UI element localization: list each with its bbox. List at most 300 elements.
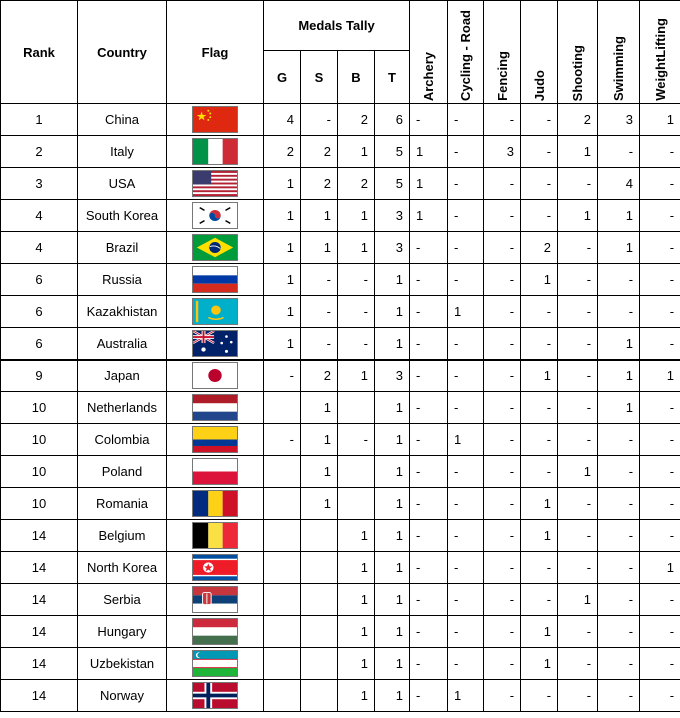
weightlifting-cell: - — [640, 520, 680, 552]
cycling-road-cell: - — [448, 488, 484, 520]
swimming-cell: 4 — [598, 168, 640, 200]
swimming-cell: - — [598, 488, 640, 520]
archery-header: Archery — [410, 1, 448, 104]
archery-cell: - — [410, 392, 448, 424]
cycling-road-cell: - — [448, 136, 484, 168]
table-row — [1, 232, 680, 264]
rank-cell: 10 — [1, 392, 78, 424]
shooting-cell: - — [558, 552, 598, 584]
table-row — [1, 424, 680, 456]
total-cell: 1 — [375, 520, 410, 552]
total-cell: 1 — [375, 584, 410, 616]
bronze-cell: 1 — [338, 520, 375, 552]
bronze-cell: 2 — [338, 104, 375, 136]
silver-cell: 2 — [301, 360, 338, 392]
judo-cell: - — [521, 392, 558, 424]
gold-cell — [264, 552, 301, 584]
shooting-cell: - — [558, 392, 598, 424]
fencing-cell: - — [484, 296, 521, 328]
flag-cell — [167, 424, 264, 456]
total-cell: 3 — [375, 232, 410, 264]
total-cell: 1 — [375, 456, 410, 488]
weightlifting-cell: - — [640, 392, 680, 424]
country-cell: South Korea — [78, 200, 167, 232]
archery-cell: - — [410, 328, 448, 360]
flag-header: Flag — [167, 1, 264, 104]
total-cell: 3 — [375, 200, 410, 232]
table-row — [1, 168, 680, 200]
rank-cell: 6 — [1, 264, 78, 296]
judo-cell: - — [521, 456, 558, 488]
cycling-road-cell: - — [448, 360, 484, 392]
cycling-road-cell: - — [448, 328, 484, 360]
total-cell: 1 — [375, 328, 410, 360]
flag-cell — [167, 648, 264, 680]
swimming-cell: - — [598, 616, 640, 648]
bronze-cell: 1 — [338, 360, 375, 392]
fencing-cell: - — [484, 264, 521, 296]
flag-cell — [167, 680, 264, 712]
country-cell: Hungary — [78, 616, 167, 648]
cycling-road-cell: - — [448, 648, 484, 680]
total-cell: 5 — [375, 136, 410, 168]
silver-cell: - — [301, 328, 338, 360]
flag-cell — [167, 616, 264, 648]
cycling-road-cell: - — [448, 456, 484, 488]
swimming-cell: - — [598, 584, 640, 616]
judo-cell: 1 — [521, 264, 558, 296]
fencing-cell: - — [484, 584, 521, 616]
archery-cell: - — [410, 424, 448, 456]
bronze-header: B — [338, 51, 375, 104]
bronze-cell: 1 — [338, 552, 375, 584]
shooting-cell: 1 — [558, 584, 598, 616]
cycling-road-cell: 1 — [448, 296, 484, 328]
table-row — [1, 104, 680, 136]
rank-header: Rank — [1, 1, 78, 104]
table-row — [1, 520, 680, 552]
judo-cell: - — [521, 328, 558, 360]
gold-cell: 1 — [264, 264, 301, 296]
archery-cell: 1 — [410, 136, 448, 168]
cycling-road-cell: - — [448, 552, 484, 584]
fencing-cell: - — [484, 360, 521, 392]
weightlifting-cell: - — [640, 616, 680, 648]
cycling-road-cell: - — [448, 264, 484, 296]
rank-cell: 3 — [1, 168, 78, 200]
gold-cell — [264, 680, 301, 712]
judo-cell: 1 — [521, 616, 558, 648]
silver-cell — [301, 616, 338, 648]
rank-cell: 1 — [1, 104, 78, 136]
table-row — [1, 456, 680, 488]
shooting-cell: - — [558, 616, 598, 648]
silver-cell: 1 — [301, 456, 338, 488]
total-cell: 1 — [375, 296, 410, 328]
cycling-road-cell: 1 — [448, 424, 484, 456]
country-cell: Serbia — [78, 584, 167, 616]
netherlands-flag — [192, 394, 238, 421]
norway-flag — [192, 682, 238, 709]
archery-cell: - — [410, 296, 448, 328]
country-cell: Australia — [78, 328, 167, 360]
flag-cell — [167, 200, 264, 232]
poland-flag — [192, 458, 238, 485]
fencing-cell: - — [484, 392, 521, 424]
archery-cell: - — [410, 584, 448, 616]
country-cell: Romania — [78, 488, 167, 520]
swimming-cell: - — [598, 136, 640, 168]
fencing-cell: - — [484, 616, 521, 648]
gold-header: G — [264, 51, 301, 104]
archery-cell: - — [410, 520, 448, 552]
table-row — [1, 392, 680, 424]
rank-cell: 14 — [1, 584, 78, 616]
fencing-cell: - — [484, 232, 521, 264]
shooting-cell: - — [558, 648, 598, 680]
table-row — [1, 360, 680, 392]
judo-header: Judo — [521, 1, 558, 104]
swimming-cell: - — [598, 424, 640, 456]
flag-cell — [167, 456, 264, 488]
flag-cell — [167, 104, 264, 136]
country-cell: Uzbekistan — [78, 648, 167, 680]
fencing-cell: - — [484, 104, 521, 136]
romania-flag — [192, 490, 238, 517]
rank-cell: 4 — [1, 200, 78, 232]
silver-cell: - — [301, 104, 338, 136]
silver-cell: 1 — [301, 392, 338, 424]
shooting-cell: 1 — [558, 456, 598, 488]
flag-cell — [167, 584, 264, 616]
bronze-cell: 2 — [338, 168, 375, 200]
judo-cell: 1 — [521, 520, 558, 552]
bronze-cell: 1 — [338, 200, 375, 232]
rank-cell: 10 — [1, 488, 78, 520]
weightlifting-cell: - — [640, 328, 680, 360]
weightlifting-cell: 1 — [640, 104, 680, 136]
weightlifting-cell: 1 — [640, 552, 680, 584]
flag-cell — [167, 488, 264, 520]
cycling-road-header: Cycling - Road — [448, 1, 484, 104]
rank-cell: 14 — [1, 680, 78, 712]
total-cell: 1 — [375, 616, 410, 648]
weightlifting-cell: - — [640, 296, 680, 328]
shooting-cell: 1 — [558, 136, 598, 168]
silver-cell — [301, 680, 338, 712]
silver-cell — [301, 552, 338, 584]
bronze-cell — [338, 392, 375, 424]
total-cell: 1 — [375, 392, 410, 424]
swimming-cell: 1 — [598, 328, 640, 360]
flag-cell — [167, 552, 264, 584]
china-flag — [192, 106, 238, 133]
judo-cell: 2 — [521, 232, 558, 264]
judo-cell: - — [521, 680, 558, 712]
south-korea-flag — [192, 202, 238, 229]
cycling-road-cell: - — [448, 200, 484, 232]
archery-cell: - — [410, 360, 448, 392]
rank-cell: 4 — [1, 232, 78, 264]
weightlifting-cell: 1 — [640, 360, 680, 392]
silver-cell: 2 — [301, 136, 338, 168]
judo-cell: - — [521, 296, 558, 328]
total-header: T — [375, 51, 410, 104]
gold-cell — [264, 488, 301, 520]
bronze-cell: 1 — [338, 616, 375, 648]
gold-cell: 2 — [264, 136, 301, 168]
rank-cell: 6 — [1, 328, 78, 360]
rank-cell: 14 — [1, 520, 78, 552]
weightlifting-cell: - — [640, 200, 680, 232]
total-cell: 3 — [375, 360, 410, 392]
italy-flag — [192, 138, 238, 165]
table-row — [1, 296, 680, 328]
cycling-road-cell: - — [448, 584, 484, 616]
judo-cell: 1 — [521, 360, 558, 392]
total-cell: 1 — [375, 648, 410, 680]
country-cell: China — [78, 104, 167, 136]
fencing-cell: - — [484, 520, 521, 552]
swimming-cell: 1 — [598, 232, 640, 264]
shooting-cell: - — [558, 328, 598, 360]
bronze-cell: - — [338, 328, 375, 360]
country-cell: Brazil — [78, 232, 167, 264]
bronze-cell: 1 — [338, 136, 375, 168]
colombia-flag — [192, 426, 238, 453]
fencing-header: Fencing — [484, 1, 521, 104]
total-cell: 1 — [375, 488, 410, 520]
judo-cell: 1 — [521, 488, 558, 520]
gold-cell — [264, 648, 301, 680]
swimming-cell: - — [598, 296, 640, 328]
bronze-cell — [338, 456, 375, 488]
weightlifting-cell: - — [640, 648, 680, 680]
medals-tally-header: Medals Tally — [264, 1, 410, 51]
shooting-cell: - — [558, 264, 598, 296]
country-cell: Poland — [78, 456, 167, 488]
swimming-cell: - — [598, 552, 640, 584]
flag-cell — [167, 296, 264, 328]
fencing-cell: - — [484, 200, 521, 232]
judo-cell: - — [521, 584, 558, 616]
country-cell: Russia — [78, 264, 167, 296]
weightlifting-cell: - — [640, 424, 680, 456]
judo-cell: - — [521, 136, 558, 168]
table-row — [1, 616, 680, 648]
weightlifting-cell: - — [640, 264, 680, 296]
bronze-cell — [338, 488, 375, 520]
silver-cell — [301, 648, 338, 680]
judo-cell: - — [521, 168, 558, 200]
silver-cell — [301, 520, 338, 552]
flag-cell — [167, 328, 264, 360]
bronze-cell: 1 — [338, 584, 375, 616]
flag-cell — [167, 168, 264, 200]
table-row — [1, 648, 680, 680]
cycling-road-cell: - — [448, 616, 484, 648]
russia-flag — [192, 266, 238, 293]
silver-header: S — [301, 51, 338, 104]
shooting-cell: - — [558, 488, 598, 520]
weightlifting-cell: - — [640, 456, 680, 488]
rank-cell: 2 — [1, 136, 78, 168]
bronze-cell: - — [338, 424, 375, 456]
bronze-cell: - — [338, 264, 375, 296]
flag-cell — [167, 136, 264, 168]
japan-flag — [192, 362, 238, 389]
flag-cell — [167, 232, 264, 264]
table-row — [1, 200, 680, 232]
table-row — [1, 584, 680, 616]
swimming-cell: - — [598, 520, 640, 552]
silver-cell: 2 — [301, 168, 338, 200]
silver-cell — [301, 584, 338, 616]
fencing-cell: - — [484, 648, 521, 680]
silver-cell: 1 — [301, 488, 338, 520]
silver-cell: 1 — [301, 232, 338, 264]
fencing-cell: - — [484, 456, 521, 488]
judo-cell: - — [521, 424, 558, 456]
cycling-road-cell: - — [448, 520, 484, 552]
belgium-flag — [192, 522, 238, 549]
country-cell: Japan — [78, 360, 167, 392]
archery-cell: 1 — [410, 200, 448, 232]
gold-cell: 1 — [264, 328, 301, 360]
archery-cell: - — [410, 648, 448, 680]
country-cell: Colombia — [78, 424, 167, 456]
australia-flag — [192, 330, 238, 357]
rank-cell: 6 — [1, 296, 78, 328]
judo-cell: - — [521, 104, 558, 136]
archery-cell: - — [410, 456, 448, 488]
gold-cell: - — [264, 424, 301, 456]
weightlifting-cell: - — [640, 680, 680, 712]
swimming-cell: 1 — [598, 200, 640, 232]
shooting-header: Shooting — [558, 1, 598, 104]
table-row — [1, 136, 680, 168]
cycling-road-cell: - — [448, 232, 484, 264]
archery-cell: - — [410, 104, 448, 136]
total-cell: 1 — [375, 264, 410, 296]
gold-cell: 1 — [264, 296, 301, 328]
rank-cell: 9 — [1, 360, 78, 392]
brazil-flag — [192, 234, 238, 261]
cycling-road-cell: - — [448, 168, 484, 200]
archery-cell: - — [410, 680, 448, 712]
rank-cell: 14 — [1, 648, 78, 680]
total-cell: 1 — [375, 680, 410, 712]
cycling-road-cell: - — [448, 104, 484, 136]
gold-cell: 1 — [264, 232, 301, 264]
usa-flag — [192, 170, 238, 197]
gold-cell: 1 — [264, 200, 301, 232]
swimming-cell: - — [598, 680, 640, 712]
judo-cell: - — [521, 552, 558, 584]
swimming-header: Swimming — [598, 1, 640, 104]
archery-cell: - — [410, 488, 448, 520]
weightlifting-cell: - — [640, 584, 680, 616]
north-korea-flag — [192, 554, 238, 581]
weightlifting-header: WeightLifting — [640, 1, 680, 104]
swimming-cell: 3 — [598, 104, 640, 136]
table-row — [1, 264, 680, 296]
rank-cell: 10 — [1, 424, 78, 456]
swimming-cell: - — [598, 648, 640, 680]
shooting-cell: 2 — [558, 104, 598, 136]
gold-cell — [264, 616, 301, 648]
uzbekistan-flag — [192, 650, 238, 677]
swimming-cell: - — [598, 264, 640, 296]
country-cell: Kazakhistan — [78, 296, 167, 328]
total-cell: 5 — [375, 168, 410, 200]
gold-cell — [264, 392, 301, 424]
flag-cell — [167, 360, 264, 392]
fencing-cell: - — [484, 552, 521, 584]
swimming-cell: - — [598, 456, 640, 488]
gold-cell: 1 — [264, 168, 301, 200]
shooting-cell: - — [558, 424, 598, 456]
archery-cell: - — [410, 264, 448, 296]
gold-cell: 4 — [264, 104, 301, 136]
flag-cell — [167, 392, 264, 424]
fencing-cell: - — [484, 424, 521, 456]
total-cell: 1 — [375, 552, 410, 584]
bronze-cell: 1 — [338, 232, 375, 264]
archery-cell: - — [410, 552, 448, 584]
table-row — [1, 488, 680, 520]
bronze-cell: 1 — [338, 648, 375, 680]
serbia-flag — [192, 586, 238, 613]
shooting-cell: - — [558, 680, 598, 712]
fencing-cell: 3 — [484, 136, 521, 168]
country-cell: Belgium — [78, 520, 167, 552]
rank-cell: 14 — [1, 616, 78, 648]
rank-cell: 14 — [1, 552, 78, 584]
gold-cell: - — [264, 360, 301, 392]
shooting-cell: - — [558, 520, 598, 552]
table-row — [1, 328, 680, 360]
country-cell: Italy — [78, 136, 167, 168]
weightlifting-cell: - — [640, 488, 680, 520]
fencing-cell: - — [484, 680, 521, 712]
country-cell: USA — [78, 168, 167, 200]
bronze-cell: 1 — [338, 680, 375, 712]
gold-cell — [264, 584, 301, 616]
judo-cell: 1 — [521, 648, 558, 680]
silver-cell: 1 — [301, 200, 338, 232]
hungary-flag — [192, 618, 238, 645]
fencing-cell: - — [484, 328, 521, 360]
swimming-cell: 1 — [598, 392, 640, 424]
fencing-cell: - — [484, 488, 521, 520]
flag-cell — [167, 264, 264, 296]
country-header: Country — [78, 1, 167, 104]
weightlifting-cell: - — [640, 232, 680, 264]
fencing-cell: - — [484, 168, 521, 200]
archery-cell: 1 — [410, 168, 448, 200]
flag-cell — [167, 520, 264, 552]
cycling-road-cell: - — [448, 392, 484, 424]
silver-cell: 1 — [301, 424, 338, 456]
bronze-cell: - — [338, 296, 375, 328]
country-cell: Netherlands — [78, 392, 167, 424]
cycling-road-cell: 1 — [448, 680, 484, 712]
shooting-cell: - — [558, 360, 598, 392]
shooting-cell: - — [558, 296, 598, 328]
country-cell: Norway — [78, 680, 167, 712]
total-cell: 1 — [375, 424, 410, 456]
